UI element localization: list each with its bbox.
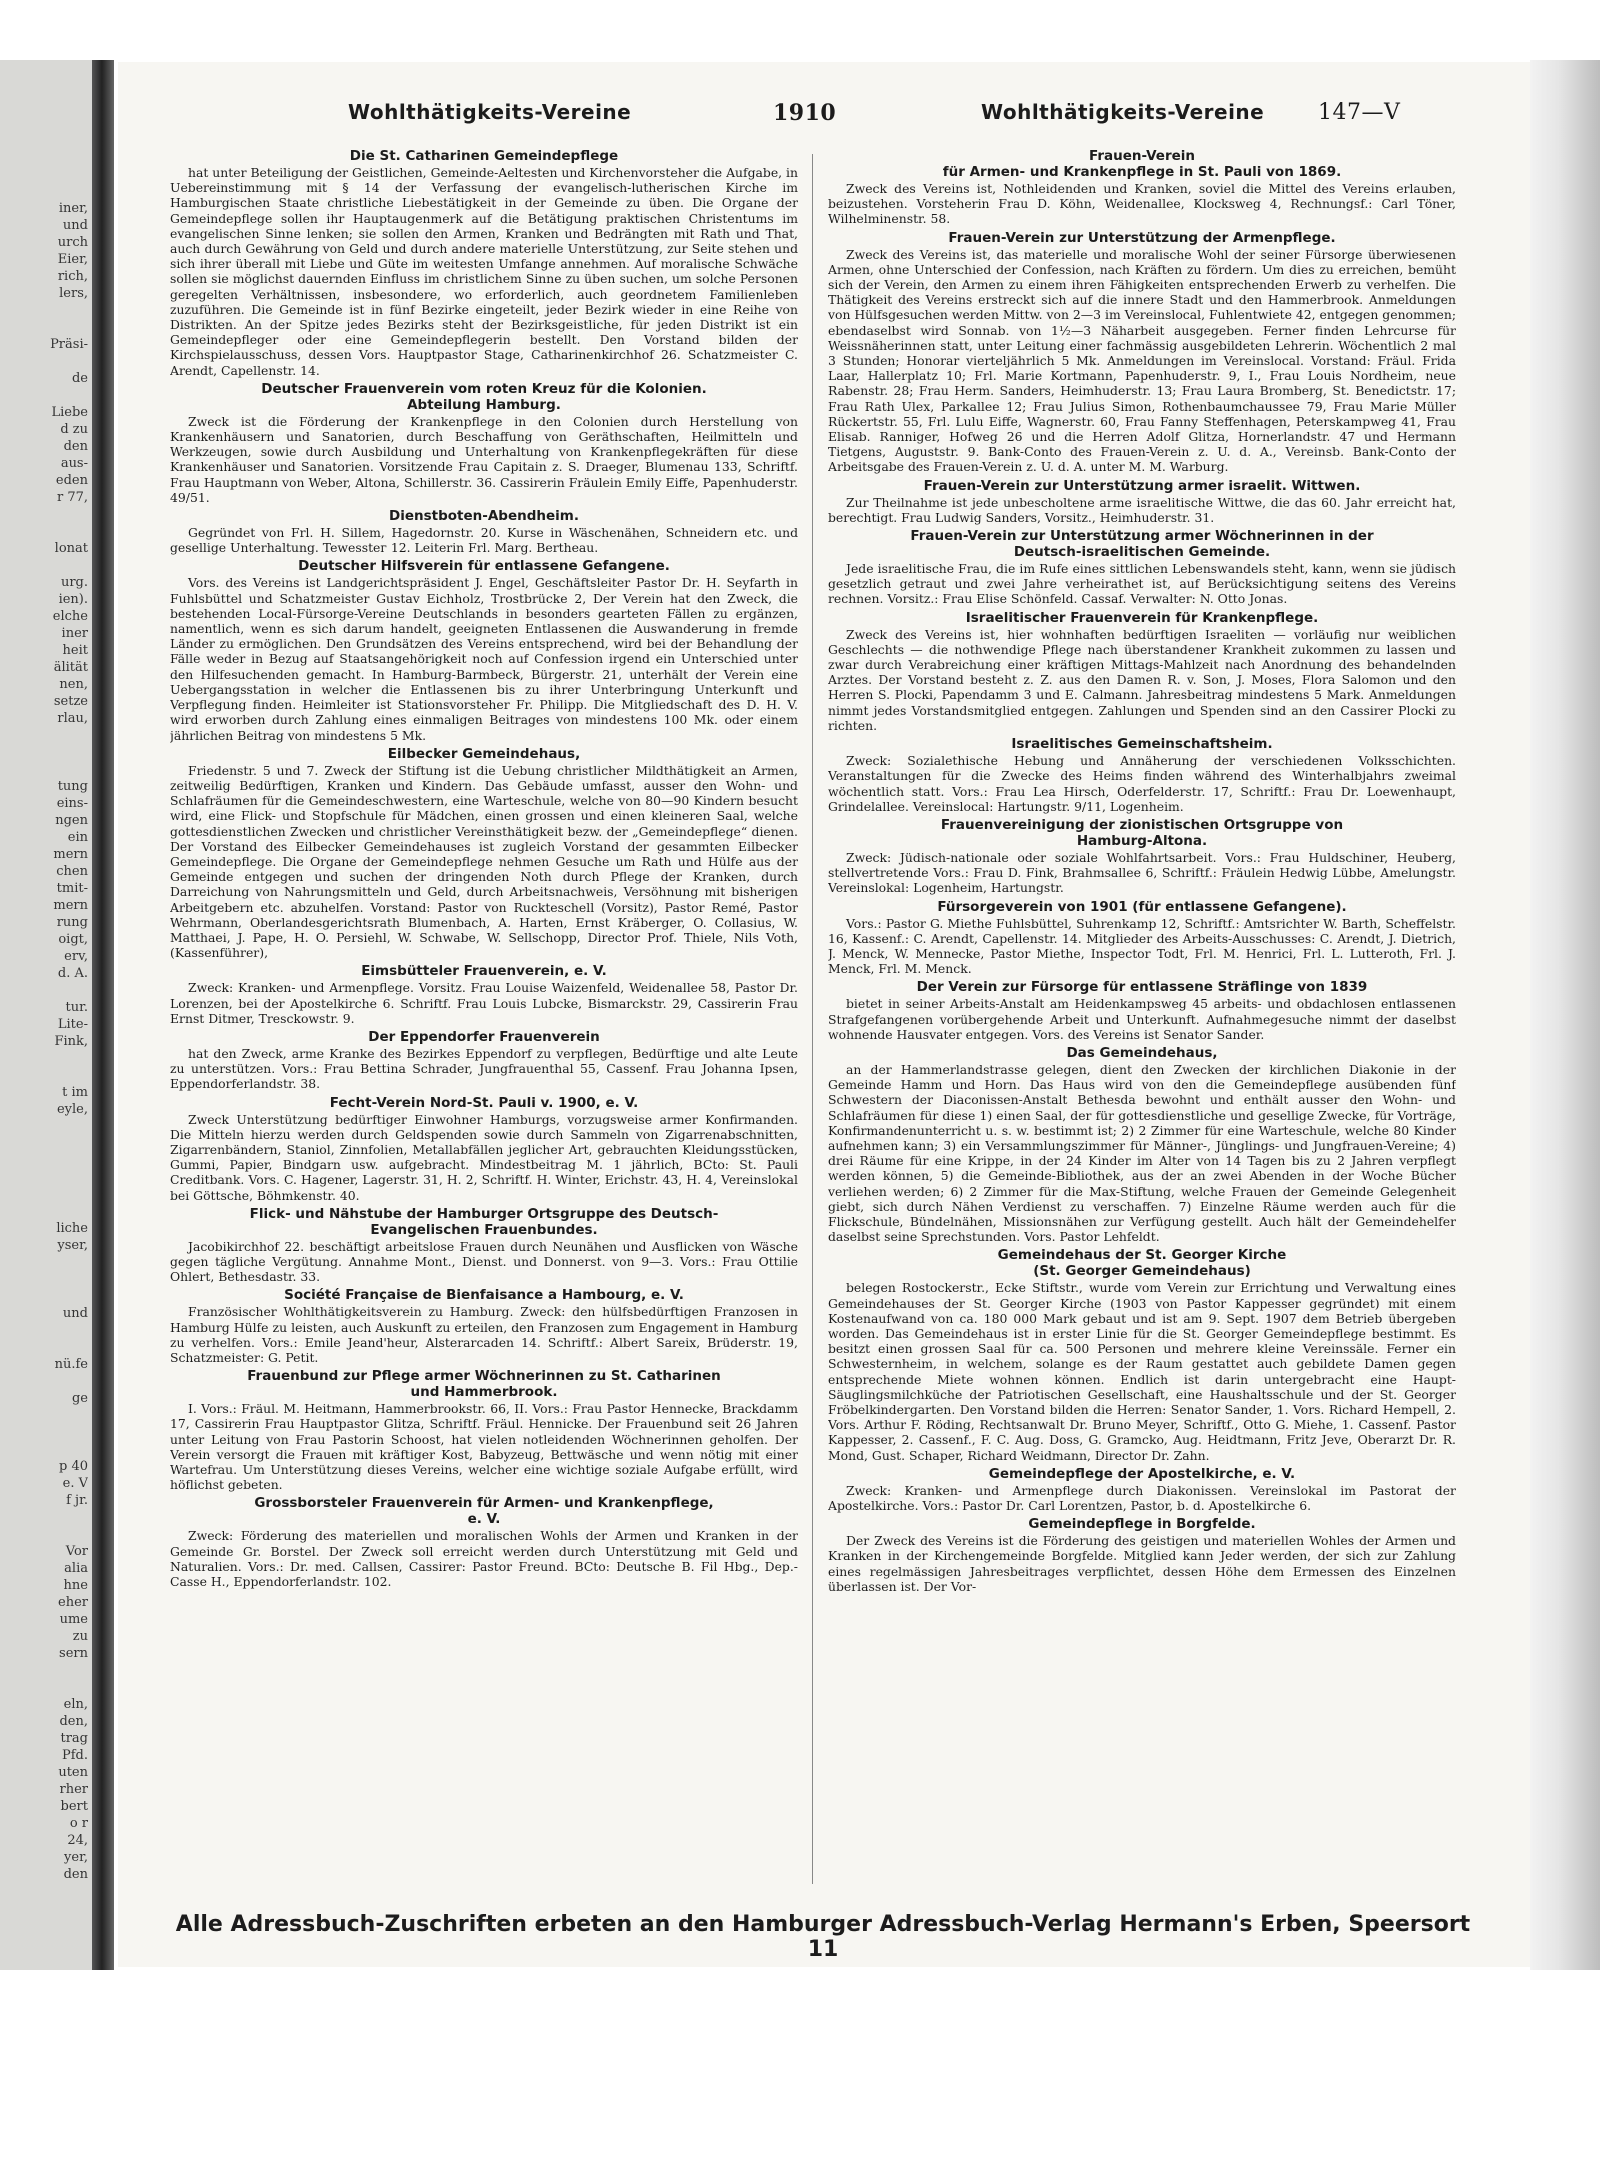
left-page-fragment: den, <box>59 1714 88 1729</box>
left-page-fragment <box>46 319 88 336</box>
left-page-fragment: urch <box>57 235 88 250</box>
entry-body: Jacobikirchhof 22. beschäftigt arbeitslose Frauen durch Neunähen und Ausflicken von Wäsche gegen tägliche Vergütung. Annahme Mont., Dienst. und Donnerst. von 9—3. Vors.: Frau Ottilie Ohlert, Bethesdastr. 33. <box>170 1238 798 1285</box>
entry-title <box>170 558 798 574</box>
left-page-fragment <box>46 744 88 761</box>
footer-notice: Alle Adressbuch-Zuschriften erbeten an den Hamburger Adressbuch-Verlag Hermann's Erben, Speersort 11 <box>175 1912 1471 1962</box>
directory-entry <box>170 148 798 378</box>
directory-entry <box>828 148 1456 227</box>
left-page-fragment: bert <box>60 1799 88 1814</box>
directory-entry <box>170 1029 798 1092</box>
directory-entry <box>170 1095 798 1203</box>
left-page-fragment: ien). <box>58 592 88 607</box>
entry-title <box>170 381 798 413</box>
left-page-fragment: tur. <box>65 1000 88 1015</box>
left-page-fragment: heit <box>62 643 88 658</box>
left-page-fragment: aus- <box>60 456 88 471</box>
left-page-fragment <box>46 302 88 319</box>
left-facing-page <box>0 60 92 1970</box>
left-page-fragment <box>46 1407 88 1424</box>
left-page-fragment <box>46 761 88 778</box>
left-page-fragment: Eier, <box>57 252 88 267</box>
entry-title-line: e. V. <box>467 1511 501 1528</box>
left-page-fragment <box>46 1152 88 1169</box>
directory-entry <box>170 963 798 1026</box>
entry-title <box>828 817 1456 849</box>
entry-body: Französischer Wohlthätigkeitsverein zu Hamburg. Zweck: den hülfsbedürftigen Franzosen in Hamburg Hülfe zu leisten, auch Auskunft zu erteilen, den Franzosen zum Engagement in Hamburg zu verhelfen. Vors.: Emile Jeand'heur, Alsterarcaden 14. Schriftf.: Albert Sareix, Brüderstr. 19, Schatzmeister: G. Petit. <box>170 1304 798 1365</box>
left-column <box>170 146 798 1886</box>
entry-title <box>170 1287 798 1303</box>
entry-title-line: Deutsch-israelitischen Gemeinde. <box>1013 544 1271 561</box>
entry-title-line: Abteilung Hamburg. <box>407 396 561 413</box>
left-page-fragment: trag <box>60 1731 88 1746</box>
entry-title-line: Dienstboten-Abendheim. <box>389 508 579 525</box>
entry-body: Gegründet von Frl. H. Sillem, Hagedornstr. 20. Kurse in Wäschenähen, Schneidern etc. und gesellige Unterhaltung. Tewesstег 12. Leiterin Frl. Marg. Bertheau. <box>170 525 798 556</box>
directory-entry <box>170 1495 798 1589</box>
entry-title-line: Die St. Catharinen Gemeindepflege <box>349 148 619 164</box>
entry-body: Vors.: Pastor G. Miethe Fuhlsbüttel, Suhrenkamp 12, Schriftf.: Amtsrichter W. Barth, Scheffelstr. 16, Kassenf.: C. Arendt, Capellenstr. 14. Mitglieder des Arbeits-Ausschusses: C. Arendt, J. Dietrich, J. Menck, W. Mennecke, Pastor Miethe, Inspector Todt, Frl. M. Henrici, Frl. L. Lutteroth, Frl. J. Menck, Frl. M. Menck. <box>828 915 1456 977</box>
left-page-fragment <box>46 387 88 404</box>
left-page-fragment <box>46 1288 88 1305</box>
entry-title-line: Hamburg-Altona. <box>1076 832 1208 849</box>
entry-title <box>828 148 1456 180</box>
entry-title-line: Der Eppendorfer Frauenverein <box>368 1028 600 1045</box>
entry-title-line: (St. Georger Gemeindehaus) <box>1033 1263 1251 1280</box>
left-page-fragment <box>46 557 88 574</box>
entry-title-line: Der Verein zur Fürsorge für entlassene Sträflinge von 1839 <box>916 979 1368 996</box>
left-page-fragment: eher <box>58 1595 88 1610</box>
left-page-fragment: oigt, <box>58 932 88 947</box>
entry-title-line: Gemeindepflege in Borgfelde. <box>1028 1516 1256 1533</box>
entry-title-line: Deutscher Frauenverein vom roten Kreuz für die Kolonien. <box>261 380 707 397</box>
left-page-fragment: lonat <box>54 541 88 556</box>
directory-entry <box>828 1516 1456 1594</box>
entry-title-line: Flick- und Nähstube der Hamburger Ortsgruppe des Deutsch- <box>249 1205 719 1222</box>
left-page-fragment: Fink, <box>54 1034 88 1049</box>
entry-title <box>170 1206 798 1238</box>
entry-body: an der Hammerlandstrasse gelegen, dient den Zwecken der kirchlichen Diakonie in der Gemeinde Hamm und Horn. Das Haus wird von den die Gemeindepflege ausübenden fünf Schwestern der Diaconissen-Anstalt Bethesda bewohnt und enthält ausser den Wohn- und Schlafräumen für diese 1) einen Saal, der für gottesdienstliche und gesellige Zwecke, für Vorträge, Konfirmandenunterricht u. s. w. bestimmt ist; 2) 2 Zimmer für eine Warteschule, welche 80 Kinder aufnehmen kann; 3) ein Versammlungszimmer für Männer-, Jünglings- und Jungfrauen-Vereine; 4) drei Räume für eine Krippe, in der 24 Kinder im Alter von 14 Tagen bis zu 2 Jahren verpflegt werden können, 5) die Gemeinde-Bibliothek, aus der an zwei Abenden in der Woche Bücher verliehen werden; 6) 2 Zimmer für die Max-Stiftung, welche Frauen der Gemeinde Gelegenheit giebt, sich durch Nähen Verdienst zu verschaffen. 7) Einzelne Räume werden auch für die Flickschule, Bündelnähen, Missionsnähen zur Verfügung gestellt. Auch hält der Gemeindehelfer daselbst seine Sprechstunden. Vors. Pastor Lehfeldt. <box>828 1061 1456 1245</box>
entry-title <box>828 1247 1456 1279</box>
directory-entry <box>828 478 1456 525</box>
entry-title-line: Fürsorgeverein von 1901 (für entlassene Gefangene). <box>937 898 1347 915</box>
directory-entry <box>828 1466 1456 1513</box>
directory-entry <box>170 1287 798 1365</box>
left-page-fragment: erv, <box>64 949 88 964</box>
entry-title <box>170 746 798 762</box>
left-page-fragment: Vor <box>65 1544 88 1559</box>
entry-title-line: Grossborsteler Frauenverein für Armen- und Krankenpflege, <box>254 1495 714 1512</box>
entry-title <box>828 478 1456 494</box>
left-page-fragment: p 40 <box>59 1459 88 1474</box>
entry-title <box>170 1095 798 1111</box>
entry-body: Zweck: Sozialethische Hebung und Annäherung der verschiedenen Volksschichten. Veranstaltungen für die Zwecke des Heims finden während des Winterhalbjahrs zweimal wöchentlich statt. Vors.: Frau Lea Hirsch, Oderfelderstr. 17, Schriftf.: Frau Dr. Loewenhaupt, Grindelallee. Vereinslocal: Hartungstr. 9/11, Logenheim. <box>828 753 1456 814</box>
entry-body: Zur Theilnahme ist jede unbescholtene arme israelitische Wittwe, die das 60. Jahr erreicht hat, berechtigt. Frau Ludwig Sanders, Vorsitz., Heimhuderstr. 31. <box>828 494 1456 525</box>
entry-title-line: Frauenbund zur Pflege armer Wöchnerinnen zu St. Catharinen <box>247 1368 721 1385</box>
left-page-fragment <box>46 1322 88 1339</box>
left-page-fragment: älität <box>53 660 88 675</box>
entry-title <box>828 899 1456 915</box>
left-page-fragment: iner <box>61 626 88 641</box>
header-year: 1910 <box>773 100 837 126</box>
column-divider <box>812 154 813 1884</box>
entry-body: Jede israelitische Frau, die im Rufe eines sittlichen Lebenswandels steht, kann, wenn sie jüdisch gesetzlich getraut und zwei Jahre verheirathet ist, auf Berücksichtigung seitens des Vereins rechnen. Vorsitz.: Frau Elise Schönfeld. Cassaf. Verwalter: N. Otto Jonas. <box>828 561 1456 607</box>
directory-entry <box>828 1247 1456 1462</box>
directory-entry <box>828 610 1456 733</box>
left-page-fragment: den <box>63 439 88 454</box>
left-page-fragment <box>46 1271 88 1288</box>
entry-title <box>828 736 1456 752</box>
left-page-fragment: f jr. <box>66 1493 88 1508</box>
left-page-fragment: tmit- <box>56 881 88 896</box>
entry-title <box>828 1516 1456 1532</box>
left-page-fragment: elche <box>52 609 88 624</box>
header-right-title: Wohlthätigkeits-Vereine <box>981 100 1265 124</box>
left-page-fragment <box>46 1526 88 1543</box>
left-page-fragment: Präsi- <box>50 337 88 352</box>
directory-entry <box>170 381 798 505</box>
left-page-fragment <box>46 1679 88 1696</box>
page-edge <box>1530 60 1600 1970</box>
left-page-fragment <box>46 1509 88 1526</box>
entry-title-line: Israelitisches Gemeinschaftsheim. <box>1011 736 1273 753</box>
left-page-fragment: de <box>71 371 88 386</box>
running-header <box>118 100 1530 144</box>
left-page-text-fragments <box>46 200 88 1883</box>
entry-body: I. Vors.: Fräul. M. Heitmann, Hammerbrookstr. 66, II. Vors.: Frau Pastor Hennecke, Brackdamm 17, Cassirerin Frau Hauptpastor Glitza, Schriftf. Fräul. Hennicke. Der Frauenbund seit 26 Jahren unter Leitung von Frau Pastorin Schoost, hat vielen notleidenden Wöchnerinnen geholfen. Der Verein versorgt die Frauen mit kräftiger Kost, Babyzeug, Bettwäsche und wenn nötig mit einer Wartefrau. Um Unterstützung dieses Vereins, welcher eine wichtige soziale Aufgabe erfüllt, wird höflichst gebeten. <box>170 1401 798 1493</box>
directory-entry <box>170 1206 798 1285</box>
left-page-fragment: den <box>63 1867 88 1882</box>
left-page-fragment <box>46 1441 88 1458</box>
left-page-fragment: ume <box>59 1612 88 1627</box>
directory-entry <box>828 979 1456 1042</box>
left-page-fragment: t im <box>62 1085 88 1100</box>
entry-title-line: Gemeindehaus der St. Georger Kirche <box>997 1247 1287 1264</box>
entry-title-line: Fecht-Verein Nord-St. Pauli v. 1900, e. V. <box>329 1094 639 1111</box>
directory-entry <box>828 817 1456 896</box>
directory-entry <box>828 528 1456 607</box>
directory-entry <box>828 899 1456 977</box>
left-page-fragment: d. A. <box>57 966 88 981</box>
page-number: 147—V <box>1318 100 1401 125</box>
entry-title <box>828 979 1456 995</box>
left-page-fragment: rich, <box>57 269 88 284</box>
directory-entry <box>828 230 1456 475</box>
directory-entry <box>170 508 798 555</box>
entry-title-line: Société Française de Bienfaisance a Hambourg, e. V. <box>284 1287 684 1304</box>
left-page-fragment <box>46 1118 88 1135</box>
left-page-fragment <box>46 1339 88 1356</box>
left-page-fragment: ein <box>67 830 88 845</box>
left-page-fragment: nen, <box>59 677 88 692</box>
left-page-fragment: nü.fe <box>54 1357 88 1372</box>
entry-title-line: Frauen-Verein zur Unterstützung der Armenpflege. <box>948 229 1336 246</box>
left-page-fragment: r 77, <box>56 490 88 505</box>
directory-page <box>118 62 1530 1967</box>
left-page-fragment: sern <box>59 1646 88 1661</box>
left-page-fragment: eden <box>55 473 88 488</box>
left-page-fragment: Lite- <box>57 1017 88 1032</box>
entry-body: bietet in seiner Arbeits-Anstalt am Heidenkampsweg 45 arbeits- und obdachlosen entlassenen Strafgefangenen vorübergehende Arbeit und Unterkunft. Aufnahmegesuche nimmt der daselbst wohnende Hausvater entgegen. Vors. des Vereins ist Senator Sander. <box>828 996 1456 1042</box>
entry-title-line: Eimsbütteler Frauenverein, e. V. <box>361 963 607 980</box>
directory-entry <box>828 1045 1456 1244</box>
directory-entry <box>170 746 798 961</box>
left-page-fragment: mern <box>53 847 88 862</box>
left-page-fragment: lers, <box>59 286 88 301</box>
entry-title-line: Deutscher Hilfsverein für entlassene Gefangene. <box>298 558 670 575</box>
entry-title-line: Frauen-Verein zur Unterstützung armer Wöchnerinnen in der <box>910 528 1374 545</box>
entry-body: hat unter Beteiligung der Geistlichen, Gemeinde-Aeltesten und Kirchenvorsteher die Aufgabe, in Uebereinstimmung mit § 14 der Verfassung der evangelisch-lutherischen Kirche im Hamburgischen Staate christliche Liebestätigkeit in der Gemeinde zu üben. Die Organe der Gemeindepflege sollen ihr Hauptaugenmerk auf die Betätigung praktischen Christentums im evangelischen Sinne lenken; sie sollen den Armen, Kranken und Bedrängten mit Rath und That, auch durch Gewährung von Geld und durch andere materielle Unterstützung, zur Seite stehen und sich ihrer überall mit Liebe und Güte im weitesten Umfange annehmen. Auf moralische Schwäche sollen sie möglichst dauernden Einfluss im christlichem Sinne zu üben suchen, um solche Personen geregelten Verhältnissen, insbesondere, wo erforderlich, auch geordnetem Familienleben zuzuführen. Die Gemeinde ist in fünf Bezirke eingeteilt, jeder Bezirk wieder in eine Reihe von Distrikten. An der Spitze jedes Bezirks steht der Bezirksgeistliche, für jeden Distrikt ist ein Gemeindepfleger oder eine Gemeindepflegerin bestellt. Den Vorstand bilden der Kirchspielausschuss, dessen Vors. Hauptpastor Stage, Catharinenkirchhof 26. Schatzmeister C. Arendt, Capellenstr. 14. <box>170 165 798 378</box>
left-page-fragment <box>46 1424 88 1441</box>
left-page-fragment: und <box>62 218 88 233</box>
left-page-fragment: urg. <box>60 575 88 590</box>
left-page-fragment <box>46 1067 88 1084</box>
entry-body: Zweck des Vereins ist, Nothleidenden und Kranken, soviel die Mittel des Vereins erlauben, beizustehen. Vorsteherin Frau D. Köhn, Weidenallee, Klocksweg 4, Rechnungsf.: Carl Töner, Wilhelminenstr. 58. <box>828 181 1456 227</box>
left-page-fragment: Pfd. <box>61 1748 88 1763</box>
left-page-fragment: o r <box>69 1816 88 1831</box>
left-page-fragment: zu <box>72 1629 88 1644</box>
entry-title-line: Frauen-Verein <box>1088 148 1196 164</box>
left-page-fragment <box>46 1186 88 1203</box>
right-column <box>828 146 1456 1886</box>
entry-title-line: für Armen- und Krankenpflege in St. Pauli von 1869. <box>942 164 1342 180</box>
left-page-fragment: eins- <box>56 796 88 811</box>
left-page-fragment: tung <box>57 779 88 794</box>
left-page-fragment: und <box>62 1306 88 1321</box>
left-page-fragment <box>46 1203 88 1220</box>
entry-body: Zweck: Kranken- und Armenpflege durch Diakonissen. Vereinslokal im Pastorat der Apostelkirche. Vors.: Pastor Dr. Carl Lorentzen, Pastor, b. d. Apostelkirche 6. <box>828 1482 1456 1514</box>
left-page-fragment: setze <box>53 694 88 709</box>
left-page-fragment <box>46 353 88 370</box>
left-page-fragment: eyle, <box>56 1102 88 1117</box>
left-page-fragment <box>46 982 88 999</box>
left-page-fragment: hne <box>63 1578 88 1593</box>
left-page-fragment <box>46 1135 88 1152</box>
entry-title <box>170 1029 798 1045</box>
entry-title <box>170 148 798 164</box>
entry-body: belegen Rostockerstr., Ecke Stiftstr., wurde vom Verein zur Errichtung und Verwaltung eines Gemeindehauses der St. Georger Kirche (1903 von Pastor Kappesser gegründet) mit einem Kostenaufwand von ca. 180 000 Mark gebaut und ist am 9. Sept. 1907 dem Betrieb übergeben worden. Das Gemeindehaus ist in erster Linie für die St. Georger Gemeindepflege bestimmt. Es besitzt einen grossen Saal für ca. 500 Personen und mehrere kleine Vereinssäle. Ferner ein Schwesternheim, in welchem, solange es der Raum gestattet auch gebildete Damen gegen entsprechende Miete wohnen können. Endlich ist darin untergebracht eine Haupt-Säuglingsmilchküche der Patriotischen Gesellschaft, eine Haushaltsschule und der St. Georger Fröbelkindergarten. Den Vorstand bilden die Herren: Senator Sander, 1. Vors. Richard Hempell, 2. Vors. Arthur F. Röding, Rechtsanwalt Dr. Bruno Meyer, Schriftf., Otto G. Miehe, 1. Cassenf. Pastor Kappesser, 2. Cassenf., F. C. Aug. Doss, G. Gramcko, Aug. Heidtmann, Fritz Jeve, Oberarzt Dr. R. Mond, Gust. Schaper, Richard Weidmann, Director Dr. Zahn. <box>828 1280 1456 1463</box>
entry-body: Zweck: Förderung des materiellen und moralischen Wohls der Armen und Kranken in der Gemeinde Gr. Borstel. Der Zweck soll erreicht werden durch Unterstützung mit Geld und Naturalien. Vors.: Dr. med. Callsen, Cassirer: Pastor Freund. BCto: Deutsche B. Fil Hbg., Dep.-Casse H., Eppendorferlandstr. 102. <box>170 1528 798 1590</box>
entry-body: Vors. des Vereins ist Landgerichtspräsident J. Engel, Geschäftsleiter Pastor Dr. H. Seyfarth in Fuhlsbüttel und Schatzmeister Gustav Eichholz, Trostbrücke 2, Der Verein hat den Zweck, die bestehenden Local-Fürsorge-Vereine Deutschlands in besonders gearteten Fällen zu ergänzen, namentlich, wenn es sich darum handelt, geeigneten Entlassenen die Auswanderung in fremde Länder zu ermöglichen. Den Grundsätzen des Vereins entsprechend, wird bei der Behandlung der Fälle weder in Bezug auf Staatsangehörigkeit noch auf Confession irgend ein Unterschied unter den Hilfesuchenden gemacht. In Hamburg-Barmbeck, Bürgerstr. 21, unterhält der Verein eine Uebergangsstation in welcher die Entlassenen bis zu ihrer Unterbringung Unterkunft und Verpflegung finden. Heimleiter ist Stationsvorsteher Fr. Philipp. Die Mitgliedschaft des D. H. V. wird erworben durch Zahlung eines einmaligen Beitrages von mindestens 100 Mk. oder einem jährlichen Beitrag von mindestens 5 Mk. <box>170 575 798 743</box>
left-page-fragment <box>46 1050 88 1067</box>
left-page-fragment: alia <box>64 1561 88 1576</box>
entry-body: Zweck Unterstützung bedürftiger Einwohner Hamburgs, vorzugsweise armer Konfirmanden. Die Mitteln hierzu werden durch Geldspenden sowie durch Sammeln von Zigarrenabschnitten, Zigarrenbändern, Staniol, Zinnfolien, Metallabfällen jeglicher Art, gebrauchten Kleidungsstücken, Gummi, Papier, Bindgarn usw. aufgebracht. Mindestbeitrag M. 1 jährlich, BCto: St. Pauli Creditbank. Vors. C. Hagener, Lagerstr. 31, H. 2, Schriftf. H. Winter, Erichstr. 43, H. 4, Vereinslokal bei Göttsche, Böhmkenstr. 40. <box>170 1111 798 1203</box>
entry-title <box>828 528 1456 560</box>
directory-entry <box>828 736 1456 814</box>
entry-body: Zweck des Vereins ist, hier wohnhaften bedürftigen Israeliten — vorläufig nur weiblichen Geschlechts — die nothwendige Pflege nach überstandener Krankheit zukommen zu lassen und zwar durch Verabreichung einer kräftigen Mittags-Mahlzeit nach Anordnung des behandelnden Arztes. Der Vorstand besteht z. Z. aus den Damen R. v. Son, J. Moses, Flora Salomon und den Herren S. Plocki, Papendamm 3 und E. Calmann. Jahresbeitrag mindestens 5 Mark. Anmeldungen nimmt jedes Vorstandsmitglied entgegen. Zahlungen und Spenden sind an den Cassirer Plocki zu richten. <box>828 626 1456 733</box>
entry-title <box>828 1045 1456 1061</box>
entry-title-line: Evangelischen Frauenbundes. <box>370 1221 598 1238</box>
directory-entry <box>170 1368 798 1492</box>
entry-title-line: und Hammerbrook. <box>410 1384 558 1401</box>
entry-body: Zweck des Vereins ist, das materielle und moralische Wohl der seiner Fürsorge überwiesenen Armen, ohne Unterschied der Confession, nach Kräften zu fördern. Um dies zu erreichen, bemüht sich der Verein, den Armen zu einem ihren Fähigkeiten entsprechenden Erwerb zu verhelfen. Die Thätigkeit des Vereins erstreckt sich auf die innere Stadt und den Hammerbrook. Anmeldungen von Hülfsgesuchen werden Mittw. von 2—3 im Vereinslocal, Fuhlentwiete 42, entgegen genommen; ebendaselbst wird Sonnab. von 1½—3 Näharbeit ausgegeben. Ferner finden Lehrcurse für Weissnäherinnen statt, unter Leitung einer fachmässig ausgebildeten Lehrerin. Wöchentlich 2 mal 3 Stunden; Honorar vierteljährlich 5 Mk. Anmeldungen im Vereinslocal. Vorstand: Fräul. Frida Laar, Hallerplatz 10; Frl. Marie Kortmann, Papenhuderstr. 9, I., Frau Louis Nordheim, neue Rabenstr. 28; Frau Herm. Sanders, Heimhuderstr. 13; Frau Laura Bromberg, St. Benedictstr. 17; Frau Rath Ulex, Parkallee 12; Frau Julius Simon, Rothenbaumchaussee 79, Frau Marie Müller Rückertstr. 55, Frl. Lulu Eiffe, Wagnerstr. 60, Frau Fanny Steffenhagen, Peterskampweg 41, Frau Elisab. Ranniger, Hofweg 26 und die Herren Adolf Glitza, Hornerlandstr. 47 und Hermann Tietgens, Auguststr. 9. Bank-Conto des Frauen-Verein z. U. d. A., Vereinsb. Bank-Conto der Arbeitsgabe des Frauen-Verein z. U. d. A. unter M. M. Warburg. <box>828 246 1456 475</box>
entry-body: Zweck: Kranken- und Armenpflege. Vorsitz. Frau Louise Waizenfeld, Weidenallee 58, Pastor Dr. Lorenzen, bei der Apostelkirche 6. Schriftf. Frau Louis Lubcke, Bismarckstr. 29, Cassirerin Frau Ernst Ditmer, Tresckowstr. 9. <box>170 980 798 1026</box>
entry-title-line: Das Gemeindehaus, <box>1066 1044 1218 1061</box>
left-page-fragment: chen <box>56 864 88 879</box>
left-page-fragment <box>46 1169 88 1186</box>
left-page-fragment: rung <box>56 915 88 930</box>
entry-title-line: Gemeindepflege der Apostelkirche, e. V. <box>988 1465 1296 1482</box>
left-page-fragment: liche <box>56 1221 88 1236</box>
entry-body: Friedenstr. 5 und 7. Zweck der Stiftung ist die Uebung christlicher Mildthätigkeit an Armen, zeitweilig Bedürftigen, Kranken und Kindern. Das Gebäude umfasst, ausser den Wohn- und Schlafräumen für die Gemeindeschwestern, eine Warteschule, welche von 80—90 Kindern besucht wird, eine Flick- und Stopfschule für Mädchen, einen grossen und einen kleineren Saal, welche gottesdienstlichen Zwecken und christlicher Vereinsthätigkeit bezw. der „Gemeindepflege“ dienen. Der Vorstand des Eilbecker Gemeindehauses ist zugleich Vorstand der gesammten Eilbecker Gemeindepflege. Die Organe der Gemeindepflege nehmen Gesuche um Rath und Hülfe aus der Gemeinde entgegen und suchen der dringenden Noth durch Pflege der Kranken, durch Darreichung von Nahrungsmitteln und Geld, durch Arbeitsnachweis, Versöhnung mit bisherigen Arbeitgebern etc. abzuhelfen. Vorstand: Pastor von Ruckteschell (Vorsitz), Pastor Remé, Pastor Wehrmann, Oberlandesgerichtsrath Blumenbach, A. Harten, Ernst Kräberger, O. Collasius, W. Matthaei, J. Pape, H. O. Persiehl, W. Schwabe, W. Sellschopp, Director Prof. Thiele, Nils Voth, (Kassenführer), <box>170 762 798 961</box>
entry-title <box>828 610 1456 626</box>
left-page-fragment: d zu <box>60 422 88 437</box>
entry-body: hat den Zweck, arme Kranke des Bezirkes Eppendorf zu verpflegen, Bedürftige und alte Leute zu unterstützen. Vors.: Frau Bettina Schrader, Jungfrauenthal 55, Cassenf. Frau Johanna Ipsen, Eppendorferlandstr. 38. <box>170 1045 798 1092</box>
left-page-fragment: e. V <box>62 1476 88 1491</box>
entry-title-line: Frauenvereinigung der zionistischen Ortsgruppe von <box>940 816 1344 833</box>
left-page-fragment: uten <box>58 1765 88 1780</box>
book-gutter <box>92 60 114 1970</box>
left-page-fragment: eln, <box>63 1697 88 1712</box>
entry-title <box>828 1466 1456 1482</box>
entry-title <box>170 508 798 524</box>
entry-title-line: Israelitischer Frauenverein für Krankenpflege. <box>965 609 1319 626</box>
left-page-fragment: rlau, <box>57 711 88 726</box>
left-page-fragment <box>46 1254 88 1271</box>
left-page-fragment: ngen <box>55 813 88 828</box>
left-page-fragment <box>46 523 88 540</box>
left-page-fragment: rher <box>59 1782 88 1797</box>
left-page-fragment <box>46 727 88 744</box>
left-page-fragment: iner, <box>58 201 88 216</box>
left-page-fragment: Liebe <box>51 405 88 420</box>
entry-body: Zweck ist die Förderung der Krankenpflege in den Colonien durch Herstellung von Krankenhäusern und Sanatorien, durch Beschaffung von Geräthschaften, Heilmitteln und Werkzeugen, sowie durch Ausbildung und Unterhaltung von Krankenpflegekräften für diese Krankenhäuser und Sanatorien. Vorsitzende Frau Capitain z. S. Draeger, Blumenau 133, Schriftf. Frau Hauptmann von Weber, Altona, Schillerstr. 36. Cassirerin Fräulein Emily Eiffe, Papenhuderstr. 49/51. <box>170 413 798 505</box>
left-page-fragment: ge <box>71 1391 88 1406</box>
left-page-fragment: 24, <box>67 1833 88 1848</box>
entry-title <box>828 230 1456 246</box>
entry-title <box>170 963 798 979</box>
left-page-fragment: yer, <box>64 1850 88 1865</box>
left-page-fragment <box>46 506 88 523</box>
left-page-fragment: yser, <box>57 1238 88 1253</box>
entry-title-line: Eilbecker Gemeindehaus, <box>387 745 581 762</box>
entry-title <box>170 1495 798 1527</box>
entry-body: Zweck: Jüdisch-nationale oder soziale Wohlfahrtsarbeit. Vors.: Frau Huldschiner, Heuberg, stellvertretende Vors.: Frau D. Fink, Brahmsallee 6, Schriftf.: Fräulein Hedwig Lübbe, Amelungstr. Vereinslokal: Logenheim, Hartungstr. <box>828 849 1456 896</box>
entry-title <box>170 1368 798 1400</box>
left-page-fragment: mern <box>53 898 88 913</box>
directory-entry <box>170 558 798 742</box>
header-left-title: Wohlthätigkeits-Vereine <box>348 100 632 124</box>
entry-title-line: Frauen-Verein zur Unterstützung armer israelit. Wittwen. <box>923 477 1361 494</box>
left-page-fragment <box>46 1662 88 1679</box>
left-page-fragment <box>46 1373 88 1390</box>
entry-body: Der Zweck des Vereins ist die Förderung des geistigen und materiellen Wohles der Armen und Kranken in der Kirchengemeinde Borgfelde. Mitglied kann Jeder werden, der sich zur Zahlung eines regelmässigen Jahresbeitrages verpflichtet, dessen Höhe dem Ermessen des Einzelnen überlassen ist. Der Vor- <box>828 1533 1456 1594</box>
